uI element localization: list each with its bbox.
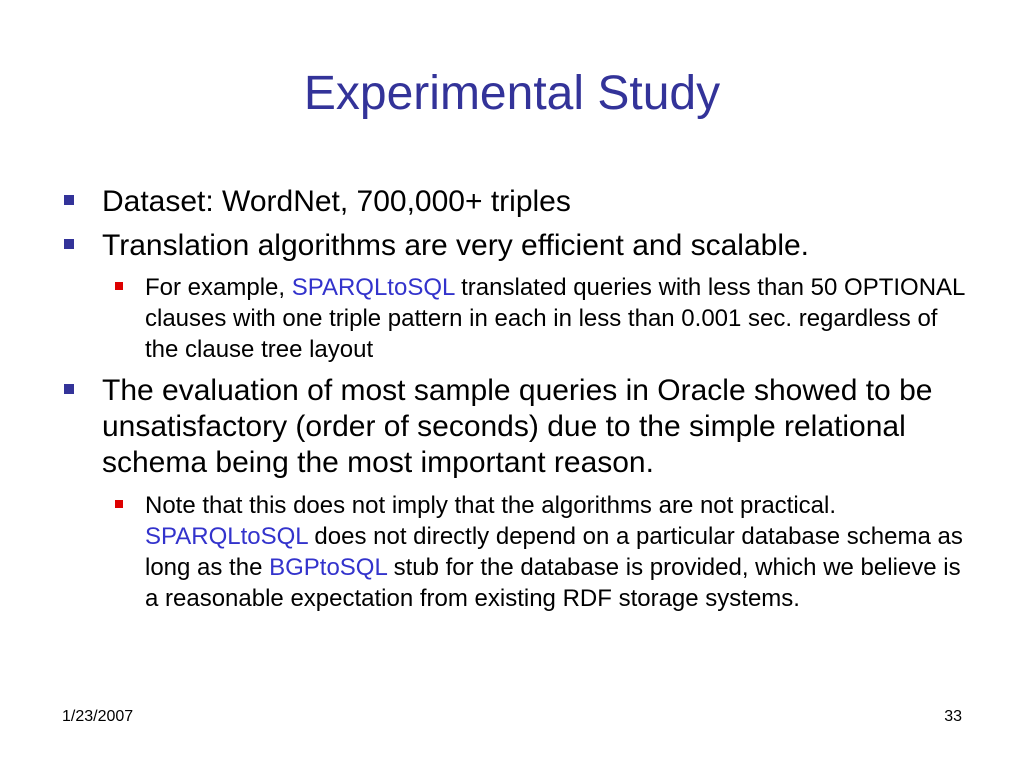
subbullet-text-part: stub for the database is provided, which we believe is a reasonable expectation from existing RDF storage systems.: [145, 554, 961, 612]
subbullet-text-part: translated queries with less than 50 OPTIONAL clauses with one triple pattern in each in less than 0.001 sec. regardless of the clause tree layout: [145, 274, 965, 363]
bullet-translation: [102, 228, 982, 264]
bullet-evaluation: [102, 373, 982, 481]
term-bgptosql: BGPtoSQL: [269, 554, 387, 581]
bullet-text: Translation algorithms are very efficient and scalable.: [102, 229, 810, 262]
square-bullet-icon: [64, 384, 74, 394]
square-bullet-icon: [115, 282, 123, 290]
bullet-dataset: [102, 184, 982, 220]
bullet-text: The evaluation of most sample queries in Oracle showed to be unsatisfactory (order of seconds) due to the simple relational schema being the most important reason.: [102, 374, 933, 479]
square-bullet-icon: [64, 195, 74, 205]
subbullet-example: [145, 272, 975, 365]
subbullet-note: [145, 490, 975, 614]
footer-date: 1/23/2007: [62, 708, 134, 725]
slide-title: Experimental Study: [303, 67, 721, 120]
bullet-text: Dataset: WordNet, 700,000+ triples: [102, 185, 571, 218]
term-sparqltosql: SPARQLtoSQL: [145, 523, 308, 550]
square-bullet-icon: [115, 500, 123, 508]
term-sparqltosql: SPARQLtoSQL: [291, 274, 455, 301]
subbullet-text-part: does not directly depend on a particular database schema as long as the: [145, 523, 963, 581]
footer-page-number: 33: [944, 708, 962, 725]
square-bullet-icon: [64, 239, 74, 249]
subbullet-text-part: For example,: [145, 274, 292, 301]
subbullet-text-part: Note that this does not imply that the algorithms are not practical.: [145, 492, 837, 519]
